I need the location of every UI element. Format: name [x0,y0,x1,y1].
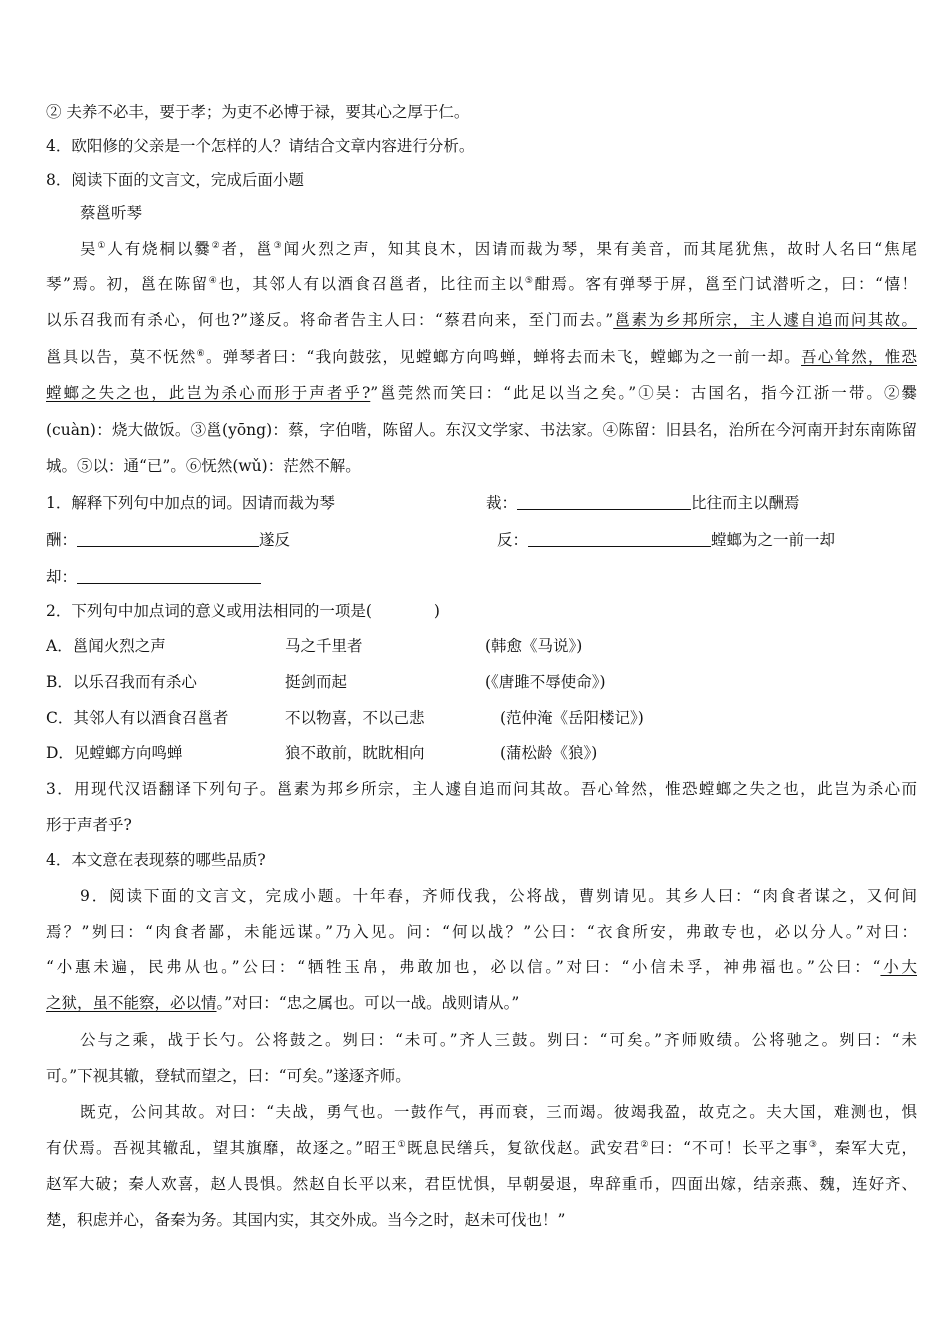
text-segment: 公与之乘，战于长勺。公将鼓之。刿曰：“未可。”齐人三鼓。刿曰：“可矣。”齐师败绩。公将驰之。刿曰：“未 [80,1031,917,1049]
option-c-compare: 不以物喜，不以己悲 [285,709,425,727]
text-segment: 既克，公问其故。对曰：“夫战，勇气也。一鼓作气，再而衰，三而竭。彼竭我盈，故克之。夫大国，难测也，惧 [80,1103,917,1121]
text-line [46,419,917,441]
footnote-marker: ② [640,1140,650,1150]
footnote-marker: ② [211,241,222,251]
text-line [46,1065,917,1087]
text-segment: 人有烧桐以爨 [107,240,212,258]
text-segment: 酣焉。客有弹琴于屏，邕至门试潜听之，曰：“憘！ [534,275,917,293]
answer-blank-cai[interactable] [517,495,691,510]
underlined-text: 螳螂之失之也，此岂为杀心而形于声者乎? [46,384,371,402]
text-line [46,382,917,404]
underlined-text: 吾心耸然，惟恐 [801,348,917,366]
text-line [46,1137,917,1159]
text-line [80,1029,917,1051]
underlined-text: 之狱，虽不能察，必以情 [46,994,217,1012]
text-line [46,956,917,978]
text-line [46,346,917,368]
text-segment: ② 夫养不必丰，要于孝；为吏不必博于禄，要其心之厚于仁。 [46,103,470,121]
footnote-marker: ③ [808,1140,819,1150]
text-line [46,600,917,622]
option-b-source: (《唐雎不辱使命》) [485,673,606,691]
footnote-marker: ① [397,1140,407,1150]
option-d[interactable]: D．见螳螂方向鸣蝉 [46,744,183,762]
q1-label-fan: 反： [497,531,529,549]
q1-item-que [46,566,261,588]
q1-label-cai: 裁： [486,494,518,512]
option-d-compare: 狼不敢前，眈眈相向 [285,744,425,762]
text-segment: 。”对曰：“忠之属也。可以一战。战则请从。” [216,994,520,1012]
text-line [80,1101,917,1123]
text-segment: ，秦军大克， [818,1139,917,1157]
text-segment: 焉？”刿曰：“肉食者鄙，未能远谋。”乃入见。问：“何以战？”公曰：“衣食所安，弗敢专也，必以分人。”对曰： [46,923,917,941]
text-segment: 邕具以告，莫不怃然 [46,348,197,366]
option-b-compare: 挺剑而起 [285,673,348,691]
option-d-source: (蒲松龄《狼》) [500,744,598,762]
q1-item-fan [497,529,835,551]
footnote-marker: ⑤ [524,276,535,286]
text-segment: 者，邕 [221,240,274,258]
text-line [80,202,917,224]
text-line [46,778,917,800]
underlined-text: 小大 [880,958,917,976]
text-segment: 可。”下视其辙，登轼而望之，曰：“可矣。”遂逐齐师。 [46,1067,411,1085]
text-segment: 曰：“不可！长平之事 [649,1139,809,1157]
option-c[interactable]: C．其邻人有以酒食召邕者 [46,709,229,727]
q1-sentence: 遂反 [259,531,291,549]
q1-label-chou: 酬： [46,531,78,549]
text-segment: 楚，积虑并心，备秦为务。其国内实，其交外成。当今之时，赵未可伐也！” [46,1211,566,1229]
option-c-source: (范仲淹《岳阳楼记》) [500,709,644,727]
footnote-marker: ① [97,241,108,251]
text-segment: 4．欧阳修的父亲是一个怎样的人？请结合文章内容进行分析。 [46,137,475,155]
text-line [46,169,917,191]
text-line [46,814,917,836]
answer-blank-que[interactable] [77,569,261,584]
q1-item-cai [486,492,800,514]
answer-blank-chou[interactable] [77,532,259,547]
text-segment: “小惠未遍，民弗从也。”公曰：“牺牲玉帛，弗敢加也，必以信。”对曰：“小信未孚，神弗福也。”公曰：“ [46,958,881,976]
option-b[interactable]: B．以乐召我而有杀心 [46,673,197,691]
text-segment: 既息民缮兵，复欲伐赵。武安君 [406,1139,641,1157]
q1-sentence: 比往而主以酬焉 [691,494,800,512]
text-segment: 蔡邕听琴 [80,204,143,222]
option-a[interactable]: A．邕闻火烈之声 [46,637,166,655]
footnote-marker: ④ [208,276,219,286]
text-segment: 。弹琴者曰：“我向鼓弦，见螳螂方向鸣蝉，蝉将去而未飞，螳螂为之一前一却。 [205,348,802,366]
text-segment: 2．下列句中加点词的意义或用法相同的一项是( ) [46,602,440,620]
q1-item-chou [46,529,290,551]
text-line [80,238,917,260]
answer-blank-fan[interactable] [528,532,711,547]
text-line [46,992,917,1014]
q1-label-que: 却： [46,568,78,586]
option-a-source: (韩愈《马说》) [485,637,583,655]
text-line [46,921,917,943]
text-segment: 赵军大破；秦人欢喜，赵人畏惧。然赵自长平以来，君臣忧惧，早朝晏退，卑辞重币，四面出嫁，结亲燕、魏，连好齐、 [46,1175,917,1193]
text-segment: 4．本文意在表现蔡的哪些品质? [46,851,266,869]
text-segment: 城。⑤以：通“已”。⑥怃然(wǔ)：茫然不解。 [46,457,361,475]
text-line [46,309,917,331]
text-segment: 闻火烈之声，知其良木，因请而裁为琴，果有美音，而其尾犹焦，故时人名曰“焦尾 [283,240,917,258]
text-segment: 以乐召我而有杀心，何也?”遂反。将命者告主人曰：“蔡君向来，至门而去。” [46,311,614,329]
option-a-compare: 马之千里者 [285,637,363,655]
footnote-marker: ③ [273,241,284,251]
text-segment: 8．阅读下面的文言文，完成后面小题 [46,171,304,189]
text-segment: ”邕莞然而笑曰：“此足以当之矣。”①吴：古国名，指今江浙一带。②爨 [370,384,918,402]
text-line [46,455,917,477]
underlined-text: 邕素为乡邦所宗，主人遽自追而问其故。 [613,311,917,329]
text-segment: 有伏焉。吾视其辙乱，望其旗靡，故逐之。”昭王 [46,1139,398,1157]
text-segment: 琴”焉。初，邕在陈留 [46,275,209,293]
text-line [80,885,917,907]
text-segment: 也，其邻人有以酒食召邕者，比往而主以 [218,275,525,293]
text-segment: (cuàn)：烧大做饭。③邕(yōng)：蔡，字伯喈，陈留人。东汉文学家、书法家。④陈留：旧县名，治所在今河南开封东南陈留 [46,421,917,439]
text-segment: 形于声者乎? [46,816,132,834]
text-line [46,101,917,123]
text-segment: 3．用现代汉语翻译下列句子。邕素为邦乡所宗，主人遽自追而问其故。吾心耸然，惟恐螳螂之失之也，此岂为杀心而 [46,780,917,798]
text-line [46,273,917,295]
footnote-marker: ⑥ [196,349,206,359]
text-line [46,849,917,871]
text-line [46,1209,917,1231]
q1-sentence: 螳螂为之一前一却 [711,531,836,549]
text-line [46,135,917,157]
text-segment: 吴 [80,240,98,258]
q1-intro: 1．解释下列句中加点的词。因请而裁为琴 [46,494,335,512]
text-segment: 9．阅读下面的文言文，完成小题。十年春，齐师伐我，公将战，曹刿请见。其乡人曰：“肉食者谋之，又何间 [80,887,917,905]
text-line [46,1173,917,1195]
